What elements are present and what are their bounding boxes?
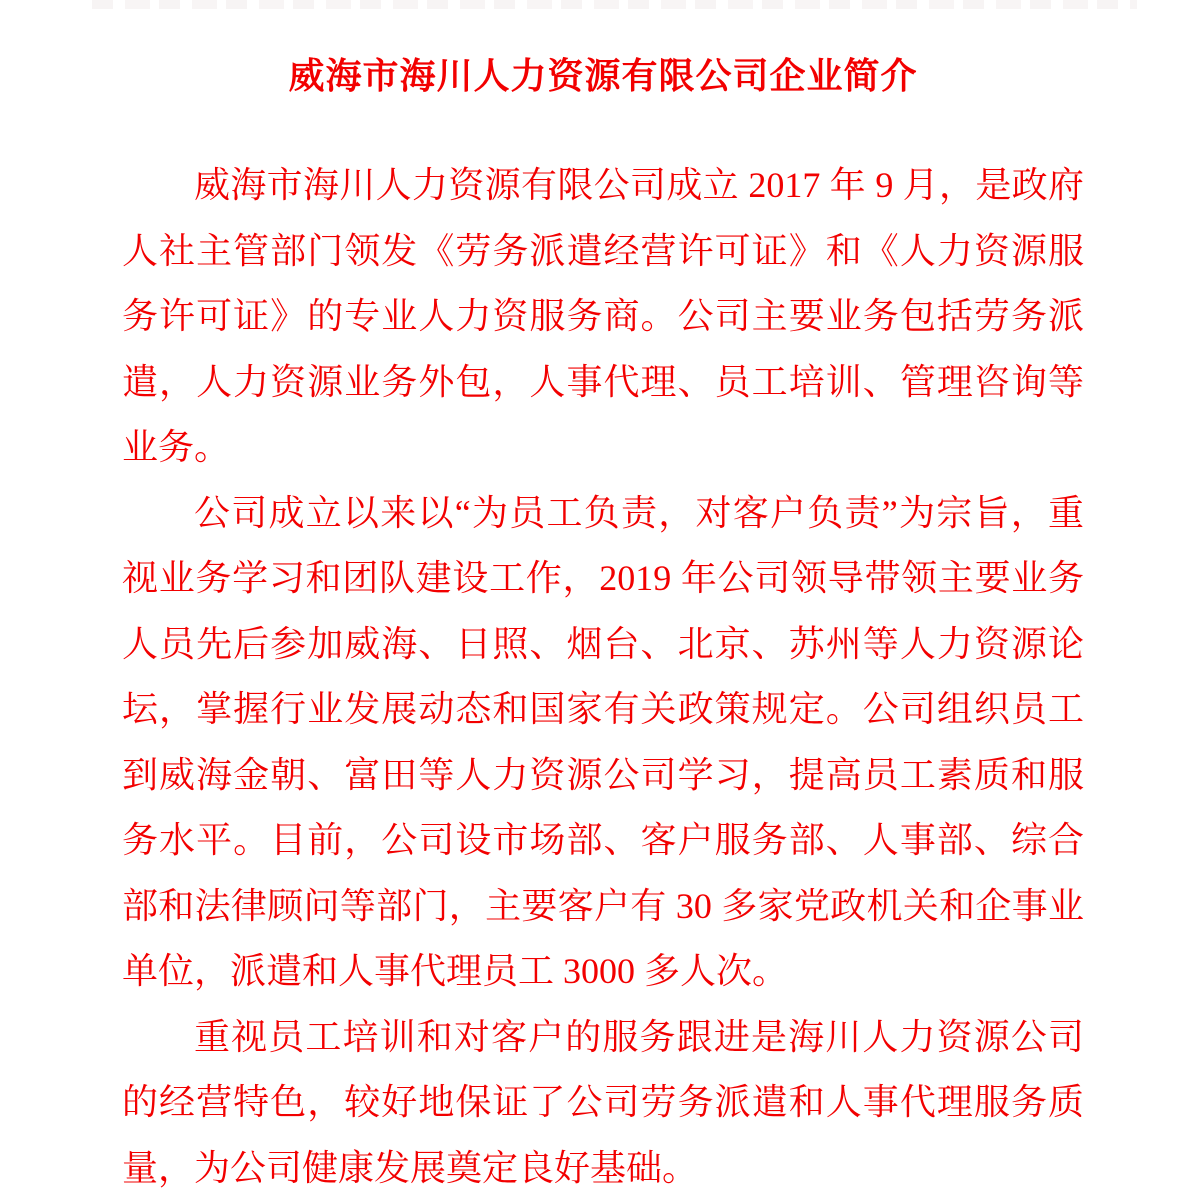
paragraph-company-development: 公司成立以来以“为员工负责，对客户负责”为宗旨，重视业务学习和团队建设工作，2019 年公司领导带领主要业务人员先后参加威海、日照、烟台、北京、苏州等人力资源论坛，掌握行业发展动态和国家有关政策规定。公司组织员工到威海金朝、富田等人力资源公司学习，提高员工素质和服务水平。目前，公司设市场部、客户服务部、人事部、综合部和法律顾问等部门，主要客户有 30 多家党政机关和企事业单位，派遣和人事代理员工 3000 多人次。 bbox=[122, 492, 1084, 991]
paragraph-company-founding: 威海市海川人力资源有限公司成立 2017 年 9 月，是政府人社主管部门领发《劳务派遣经营许可证》和《人力资源服务许可证》的专业人力资服务商。公司主要业务包括劳务派遣，人力资源业务外包，人事代理、员工培训、管理咨询等业务。 bbox=[122, 165, 1084, 467]
document-title: 威海市海川人力资源有限公司企业简介 bbox=[288, 56, 918, 96]
paragraph-company-service-quality: 重视员工培训和对客户的服务跟进是海川人力资源公司的经营特色，较好地保证了公司劳务派遣和人事代理服务质量，为公司健康发展奠定良好基础。 bbox=[122, 1016, 1084, 1188]
